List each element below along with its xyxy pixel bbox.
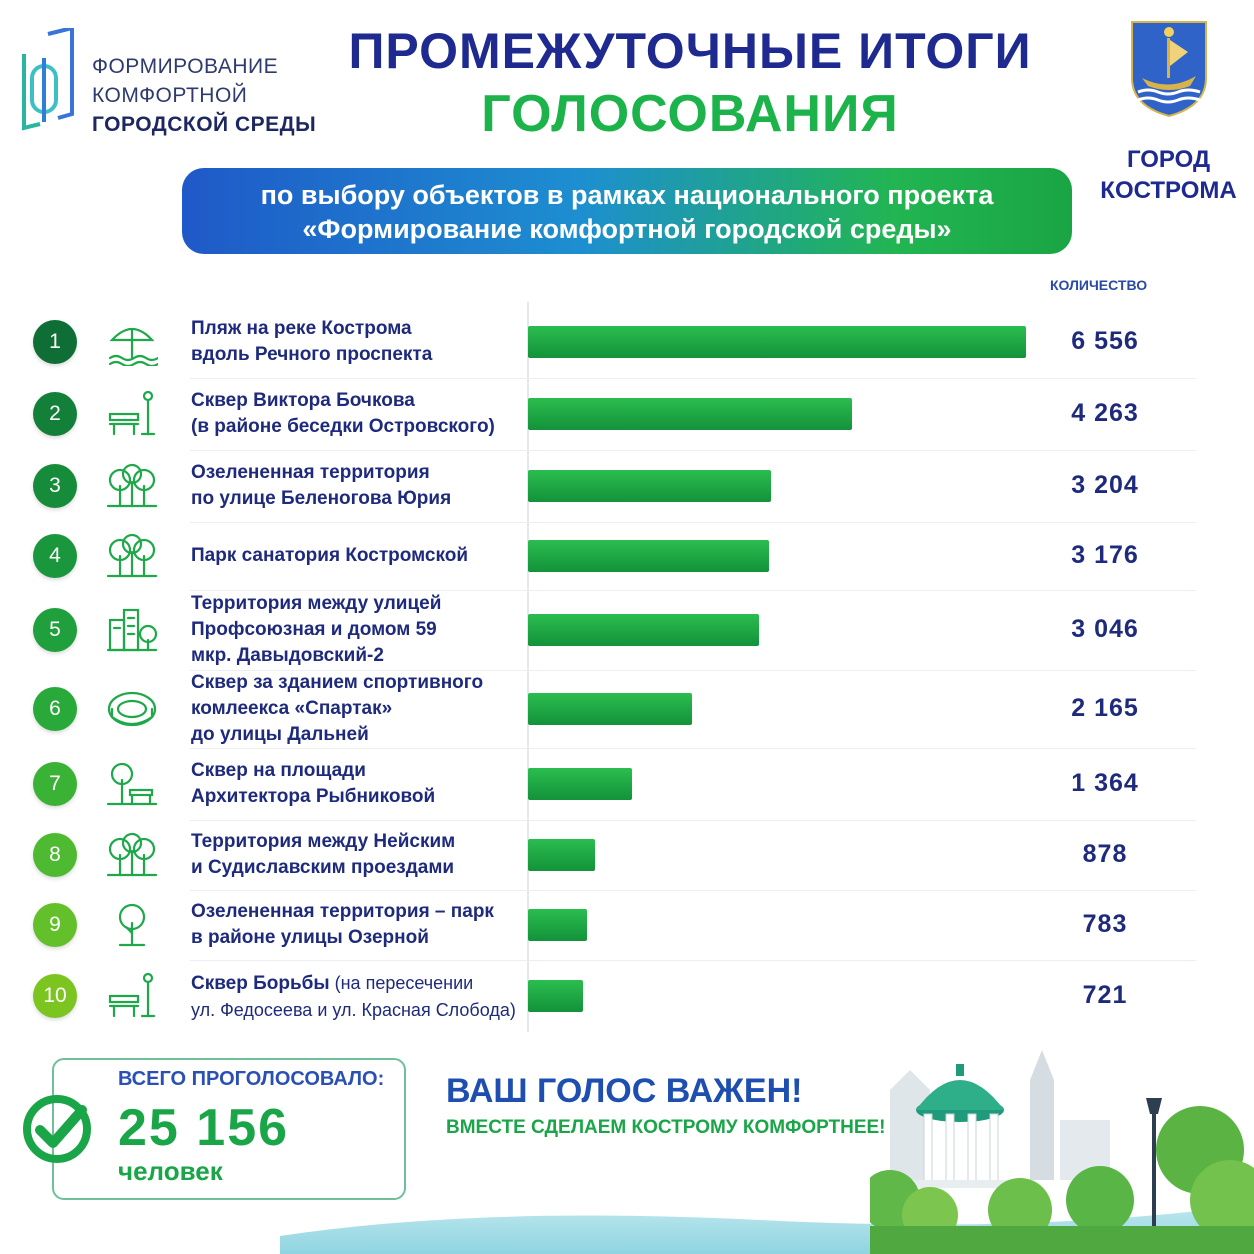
row-label-text: Сквер за зданием спортивного [191,672,484,693]
value-bar [528,980,583,1012]
row-label-text: в районе улицы Озерной [191,927,429,948]
buildings-tree-icon [106,606,158,654]
project-logo [18,28,318,138]
row-label-text: Территория между улицей [191,593,442,614]
logo-line-3: ГОРОДСКОЙ СРЕДЫ [92,113,317,136]
rank-badge: 6 [33,687,77,731]
trees-icon [106,831,158,879]
bench-lamp-icon [106,390,158,438]
banner-line-1: по выбору объектов в рамках национального проекта [260,180,994,210]
value-label: 3 046 [1071,615,1139,643]
row-label-line [191,970,521,997]
row-label-line [191,784,521,810]
logo-line-1: ФОРМИРОВАНИЕ [92,55,279,78]
value-bar [528,326,1026,358]
row-label-text: и Судиславским проездами [191,857,455,878]
row-label-text: Пляж на реке Кострома [191,317,412,339]
logo-text [92,52,316,139]
page-title-line-2: ГОЛОСОВАНИЯ [481,85,899,143]
row-separator [190,748,1196,749]
total-unit: человек [118,1156,223,1186]
row-separator [190,890,1196,891]
row-label [191,829,521,881]
page-title-line-1: ПРОМЕЖУТОЧНЫЕ ИТОГИ [348,23,1032,79]
row-label-text: Сквер Виктора Бочкова [191,390,415,411]
row-label-text: Архитектора Рыбниковой [191,786,436,807]
row-label-line [191,388,521,414]
check-mark-icon [20,1092,94,1166]
row-label-line [191,670,521,696]
value-bar [528,693,692,725]
trees-icon [106,462,158,510]
slogan-sub: ВМЕСТЕ СДЕЛАЕМ КОСТРОМУ КОМФОРТНЕЕ! [446,1117,886,1138]
row-label-text: Сквер Борьбы [191,973,330,994]
row-label-text: ул. Федосеева и ул. Красная Слобода) [191,1000,516,1020]
total-heading: ВСЕГО ПРОГОЛОСОВАЛО: [118,1068,385,1090]
trees-icon [106,532,158,580]
row-label-line [191,316,521,342]
value-bar [528,614,759,646]
logo-mark-icon [18,28,78,132]
tree-icon [106,901,158,949]
rank-badge: 10 [33,974,77,1018]
row-label [191,591,521,669]
row-label-line [191,543,521,569]
city-line-1: ГОРОД [1126,146,1211,173]
rank-badge: 9 [33,903,77,947]
row-label-line [191,460,521,486]
row-label-line [191,925,521,951]
row-separator [190,820,1196,821]
value-label: 878 [1082,840,1128,868]
row-separator [190,960,1196,961]
slogan-main: ВАШ ГОЛОС ВАЖЕН! [446,1072,803,1110]
row-label-text: Парк санатория Костромской [191,545,469,566]
row-label-line [191,855,521,881]
value-bar [528,768,632,800]
row-label [191,970,521,1023]
row-label-note: (на пересечении [329,973,474,993]
value-bar [528,470,771,502]
rank-badge: 3 [33,464,77,508]
row-label-line [191,591,521,617]
row-label-text: до улицы Дальней [191,724,369,745]
row-label-text: (в районе беседки Островского) [191,416,495,437]
row-label-line [191,617,521,643]
bench-lamp-icon [106,972,158,1020]
value-bar [528,540,769,572]
row-label-line [191,829,521,855]
tree-bench-icon [106,760,158,808]
total-number: 25 156 [118,1099,290,1157]
row-label-text: Профсоюзная и домом 59 [191,619,437,640]
row-label [191,388,521,440]
row-label-line [191,758,521,784]
row-label-line [191,997,521,1023]
row-label-line [191,342,521,368]
value-label: 721 [1082,981,1128,1009]
row-label-text: Территория между Нейским [191,831,456,852]
row-label-text: мкр. Давыдовский-2 [191,645,384,666]
city-line-2: КОСТРОМА [1100,177,1237,204]
value-label: 3 204 [1071,471,1139,499]
rank-badge: 8 [33,833,77,877]
row-label-text: Сквер на площади [191,760,366,781]
row-label-line [191,696,521,722]
stadium-icon [106,685,158,733]
value-bar [528,909,587,941]
row-label-line [191,899,521,925]
value-bar [528,839,595,871]
row-label-text: Озелененная территория [191,462,430,483]
rotunda-park-illustration [870,1030,1254,1254]
row-label-text: по улице Беленогова Юрия [191,488,452,509]
row-separator [190,378,1196,379]
value-label: 783 [1082,910,1128,938]
kostroma-coat-of-arms-icon [1128,18,1210,118]
rank-badge: 5 [33,608,77,652]
subtitle-banner [182,168,1072,254]
banner-line-2: «Формирование комфортной городской среды» [302,214,952,244]
row-separator [190,450,1196,451]
row-label-text: комлеекса «Спартак» [191,698,393,719]
row-label [191,670,521,748]
city-name [1096,144,1241,206]
value-label: 3 176 [1071,541,1139,569]
row-label [191,460,521,512]
row-separator [190,522,1196,523]
logo-line-2: КОМФОРТНОЙ [92,84,248,107]
beach-umbrella-icon [106,318,158,366]
value-column-header: КОЛИЧЕСТВО [1050,277,1148,293]
row-label-line [191,486,521,512]
row-label-line [191,643,521,669]
rank-badge: 2 [33,392,77,436]
value-label: 6 556 [1071,326,1139,355]
value-label: 1 364 [1071,769,1139,797]
row-label [191,316,521,368]
value-bar [528,398,852,430]
rank-badge: 7 [33,762,77,806]
rank-badge: 4 [33,534,77,578]
value-label: 4 263 [1071,399,1139,427]
row-label-line [191,722,521,748]
row-label-text: Озелененная территория – парк [191,901,494,922]
row-label-text: вдоль Речного проспекта [191,343,433,365]
value-label: 2 165 [1071,694,1139,722]
row-label [191,543,521,569]
row-label [191,758,521,810]
rank-badge: 1 [33,320,77,364]
row-label [191,899,521,951]
row-label-line [191,414,521,440]
